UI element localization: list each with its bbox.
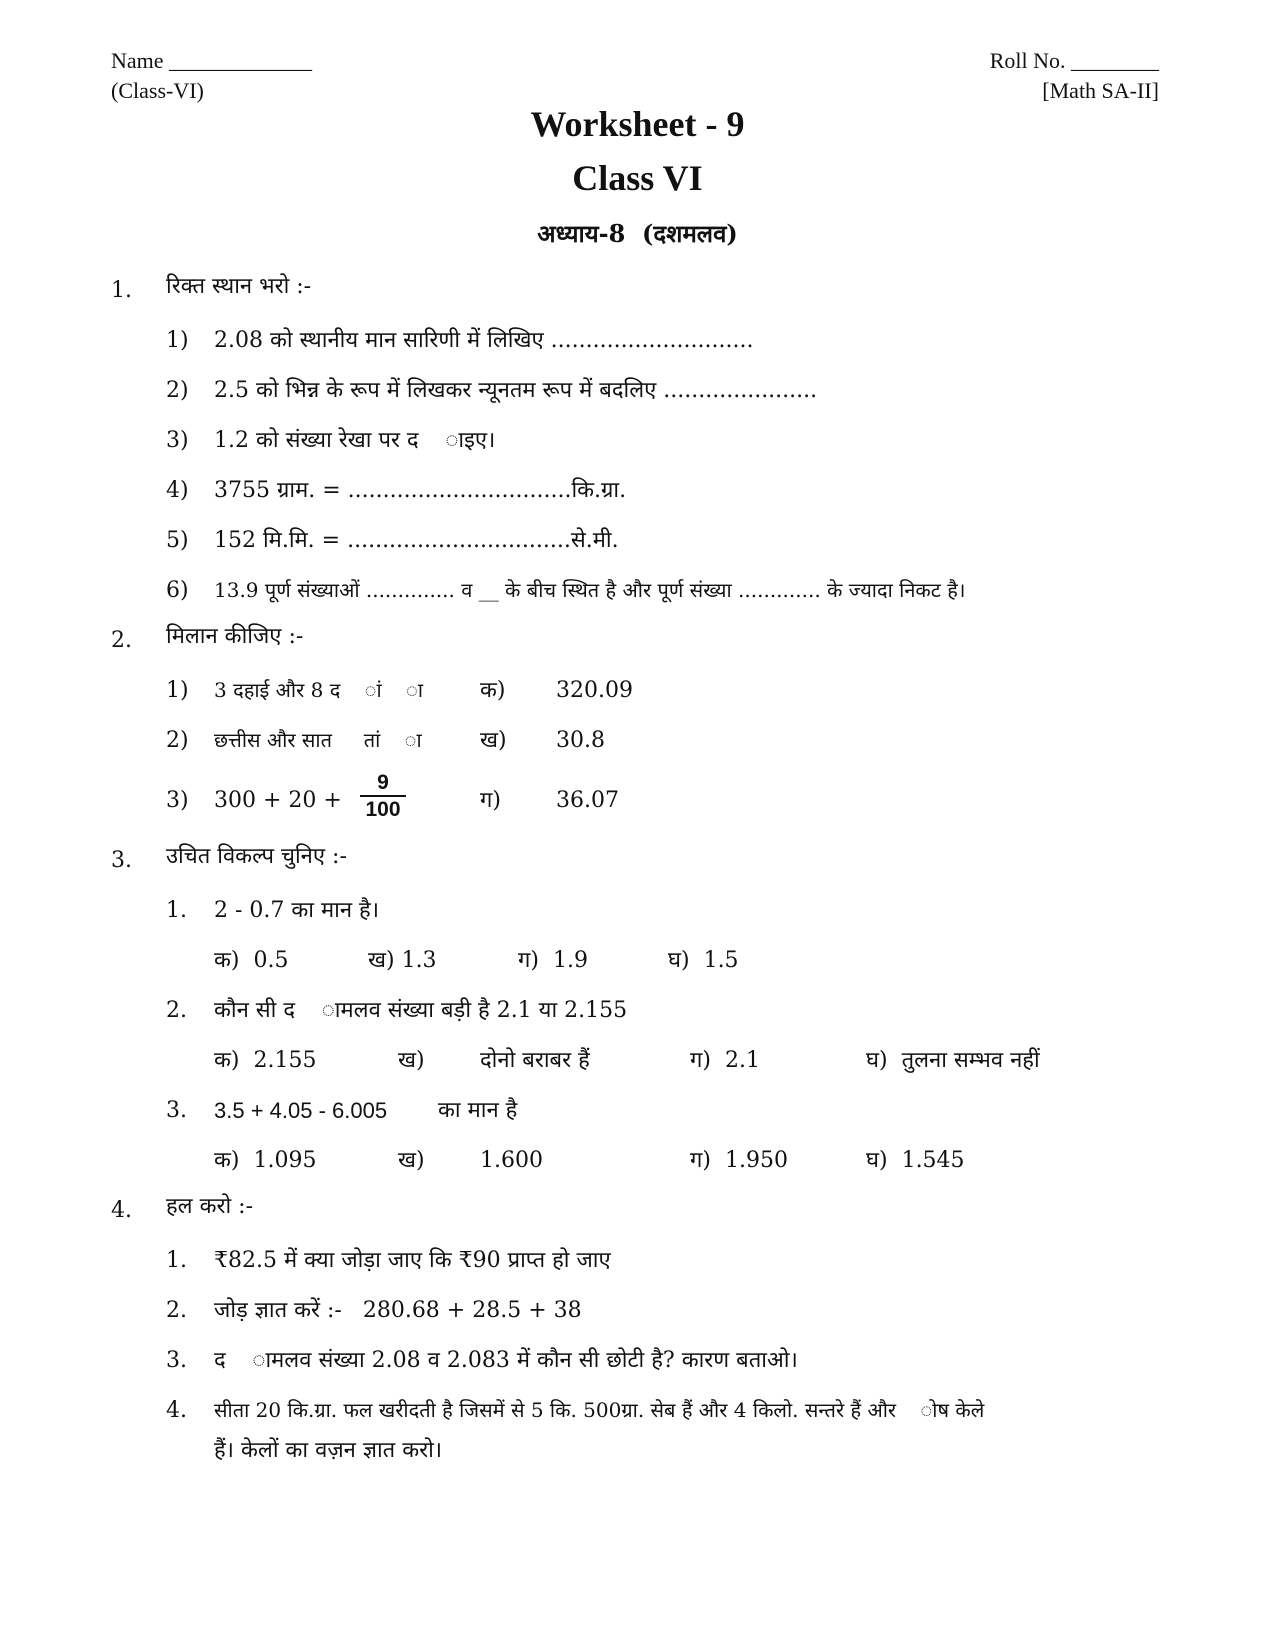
q4-title: हल करो :- [166,1194,254,1219]
q1-item-number: 5) [166,528,189,553]
mcq-option: दोनो बराबर हैं [480,1048,590,1073]
mcq-option: ख) [398,1148,425,1173]
match-right-value: 36.07 [556,788,619,813]
mcq-expression: 3.5 + 4.05 - 6.005 [214,1098,388,1123]
q1-item-text: 2.5 को भिन्न के रूप में लिखकर न्यूनतम रूप में बदलिए ...................... [214,378,818,403]
roll-number-field: Roll No. ________ [989,48,1159,73]
mcq-number: 1. [166,898,187,923]
problem-text: सीता 20 कि.ग्रा. फल खरीदती है जिसमें से 5 कि. 500ग्रा. सेब हैं और 4 किलो. सन्तरे हैं और ोष केले [214,1398,985,1422]
problem-text: ₹82.5 में क्या जोड़ा जाए कि ₹90 प्राप्त हो जाए [214,1248,611,1273]
match-left-item: 3 दहाई और 8 द ां ा [214,678,424,702]
fraction-bar [360,795,406,797]
class-title: Class VI [572,158,703,198]
match-right-label: ख) [480,728,507,753]
mcq-option: घ) 1.5 [668,948,739,973]
q1-item-text: 2.08 को स्थानीय मान सारिणी में लिखिए ............................. [214,328,754,353]
chapter-title: अध्याय-8 (दशमलव) [537,219,738,248]
q1-item-text: 1.2 को संख्या रेखा पर द ाइए। [214,428,496,453]
mcq-option: क) 0.5 [214,948,289,973]
problem-number: 3. [166,1348,187,1373]
q1-title: रिक्त स्थान भरो :- [166,274,312,299]
fraction-numerator: 9 [377,771,389,794]
match-left-item: 300 + 20 + [214,788,342,813]
match-row-number: 3) [166,788,189,813]
problem-number: 4. [166,1398,187,1423]
mcq-option: घ) 1.545 [866,1148,965,1173]
mcq-question: कौन सी द ामलव संख्या बड़ी है 2.1 या 2.155 [214,998,628,1023]
problem-number: 1. [166,1248,187,1273]
mcq-option: 1.600 [480,1148,543,1173]
subject-label: [Math SA-II] [1042,78,1159,103]
q1-item-number: 4) [166,478,189,503]
match-right-value: 320.09 [556,678,633,703]
mcq-question: का मान है [438,1098,518,1123]
mcq-option: ग) 2.1 [690,1048,760,1073]
q1-item-text: 152 मि.मि. = ................................से.मी. [214,528,619,553]
match-right-label: ग) [480,788,501,813]
fraction [360,772,406,820]
problem-text: जोड़ ज्ञात करें :- 280.68 + 28.5 + 38 [214,1298,582,1323]
mcq-option: घ) तुलना सम्भव नहीं [866,1048,1040,1073]
q1-number: 1. [111,278,132,303]
q3-number: 3. [111,848,132,873]
worksheet-title: Worksheet - 9 [530,104,745,144]
mcq-option: ख) [398,1048,425,1073]
mcq-option: क) 2.155 [214,1048,317,1073]
match-row-number: 2) [166,728,189,753]
q1-item-number: 6) [166,578,189,603]
q4-number: 4. [111,1198,132,1223]
mcq-number: 3. [166,1098,187,1123]
problem-text: द ामलव संख्या 2.08 व 2.083 में कौन सी छोटी है? कारण बताओ। [214,1348,798,1373]
q2-title: मिलान कीजिए :- [166,624,304,649]
fraction-denominator: 100 [365,798,401,821]
match-row-number: 1) [166,678,189,703]
mcq-question: 2 - 0.7 का मान है। [214,898,380,923]
class-label: (Class-VI) [111,78,204,103]
problem-text-continued: हैं। केलों का वज़न ज्ञात करो। [214,1438,443,1463]
q1-item-number: 2) [166,378,189,403]
mcq-option: क) 1.095 [214,1148,317,1173]
mcq-option: ग) 1.9 [518,948,588,973]
name-field: Name _____________ [111,48,313,73]
q1-item-number: 3) [166,428,189,453]
q1-item-text: 3755 ग्राम. = ................................कि.ग्रा. [214,478,627,503]
q1-item-number: 1) [166,328,189,353]
problem-number: 2. [166,1298,187,1323]
q1-item-text: 13.9 पूर्ण संख्याओं .............. व __ के बीच स्थित है और पूर्ण संख्या ............. के ज्यादा निकट है। [214,578,966,602]
mcq-option: ख) 1.3 [368,948,437,973]
q2-number: 2. [111,628,132,653]
match-right-label: क) [480,678,506,703]
q3-title: उचित विकल्प चुनिए :- [166,844,347,869]
mcq-option: ग) 1.950 [690,1148,788,1173]
mcq-number: 2. [166,998,187,1023]
match-left-item: छत्तीस और सात तां ा [214,728,422,752]
match-right-value: 30.8 [556,728,605,753]
